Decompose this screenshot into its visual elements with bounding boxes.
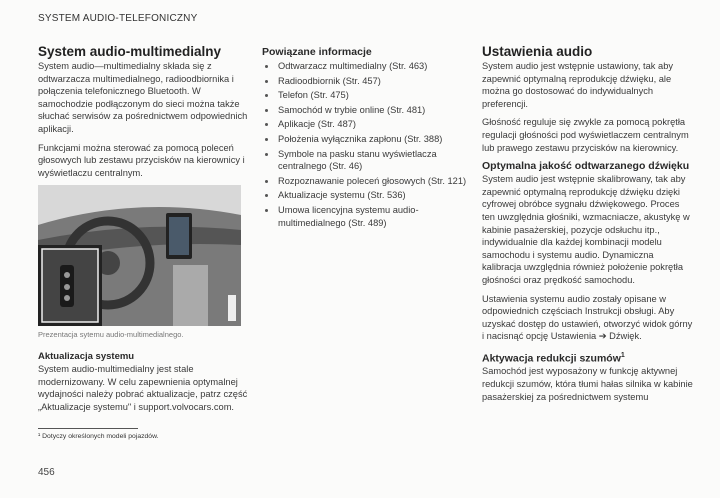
paragraph: System audio-multimedialny jest stale modernizowany. W celu zapewnienia optymalnej wydajności należy pobrać aktualizacje, patrz część „Aktualizacje systemu" i support.volvocars.com. [38, 363, 248, 412]
column-audio-multimedia [38, 44, 248, 419]
footnote-marker: 1 [620, 351, 625, 359]
section-title: Powiązane informacje [262, 46, 372, 58]
subsection-title: Optymalna jakość odtwarzanego dźwięku [482, 160, 690, 173]
dashboard-illustration [38, 185, 241, 326]
paragraph: System audio jest wstępnie ustawiony, tak aby zapewnić optymalną reprodukcję dźwięku, ale można go dostosować do indywidualnych preferencji. [482, 61, 674, 109]
related-link[interactable]: Telefon (Str. 475) [262, 89, 472, 102]
related-link[interactable]: Radioodbiornik (Str. 457) [262, 75, 472, 88]
page-number: 456 [38, 467, 55, 478]
paragraph: Samochód jest wyposażony w funkcję aktywnej redukcji szumów, która tłumi hałas silnika w kabinie pasażerskiej za pośrednictwem systemu [482, 366, 693, 402]
related-link[interactable]: Umowa licencyjna systemu audio-multimedialnego (Str. 489) [262, 204, 472, 229]
related-link[interactable]: Rozpoznawanie poleceń głosowych (Str. 121) [262, 175, 472, 188]
related-links-list [262, 60, 472, 229]
related-link[interactable]: Aplikacje (Str. 487) [262, 118, 472, 131]
paragraph: System audio jest wstępnie skalibrowany, tak aby zapewnić optymalną reprodukcję dźwięku dzięki cyfrowej obróbce sygnału dźwiękowego. Proces ten uwzględnia głośniki, wzmacniacze, akustykę w kabinie pasażerskiej, pozycje odsłuchu itp., indywidualnie dla każdej kombinacji modelu samochodu i systemu audio. Dynamiczna kalibracja uwzględnia również położenie pokrętła głośności oraz prędkość samochodu. [482, 174, 690, 285]
paragraph: System audio—multimedialny składa się z odtwarzacza multimedialnego, radioodbiornika i połączenia telefonicznego Bluetooth. W samochodzie podłączonym do sieci można także słuchać serwisów za pośrednictwem odpowiednich aplikacji. [38, 61, 248, 134]
subsection-title [482, 349, 694, 366]
paragraph: Ustawienia systemu audio zostały opisane w odpowiednich częściach Instrukcji obsługi. Aby uzyskać dostęp do ustawień, otworzyć widok górny i nacisnąć opcję Ustawienia ➔ Dźwięk. [482, 293, 693, 342]
related-link[interactable]: Położenia wyłącznika zapłonu (Str. 388) [262, 133, 472, 146]
column-related-info [262, 44, 472, 231]
paragraph: Funkcjami można sterować za pomocą poleceń głosowych lub zestawu przycisków na kierownicy i wyświetlaczu centralnym. [38, 142, 245, 178]
paragraph: Głośność reguluje się zwykle za pomocą pokrętła regulacji głośności pod wyświetlaczem centralnym lub prawego zestawu przycisków na kierownicy. [482, 117, 689, 153]
subsection-title: Aktualizacja systemu [38, 350, 135, 362]
column-audio-settings [482, 44, 694, 409]
related-link[interactable]: Samochód w trybie online (Str. 481) [262, 104, 472, 117]
figure-caption: Prezentacja sytemu audio-multimedialnego. [38, 330, 184, 340]
footnote: ¹ Dotyczy określonych modeli pojazdów. [38, 428, 138, 440]
running-header: SYSTEM AUDIO-TELEFONICZNY [38, 13, 198, 24]
related-link[interactable]: Aktualizacje systemu (Str. 536) [262, 189, 472, 202]
subsection-title-text: Aktywacja redukcji szumów [482, 352, 621, 365]
related-link[interactable]: Symbole na pasku stanu wyświetlacza centralnego (Str. 46) [262, 148, 472, 173]
related-link[interactable]: Odtwarzacz multimedialny (Str. 463) [262, 60, 472, 73]
section-title: System audio-multimedialny [38, 44, 222, 59]
section-title: Ustawienia audio [482, 44, 593, 59]
